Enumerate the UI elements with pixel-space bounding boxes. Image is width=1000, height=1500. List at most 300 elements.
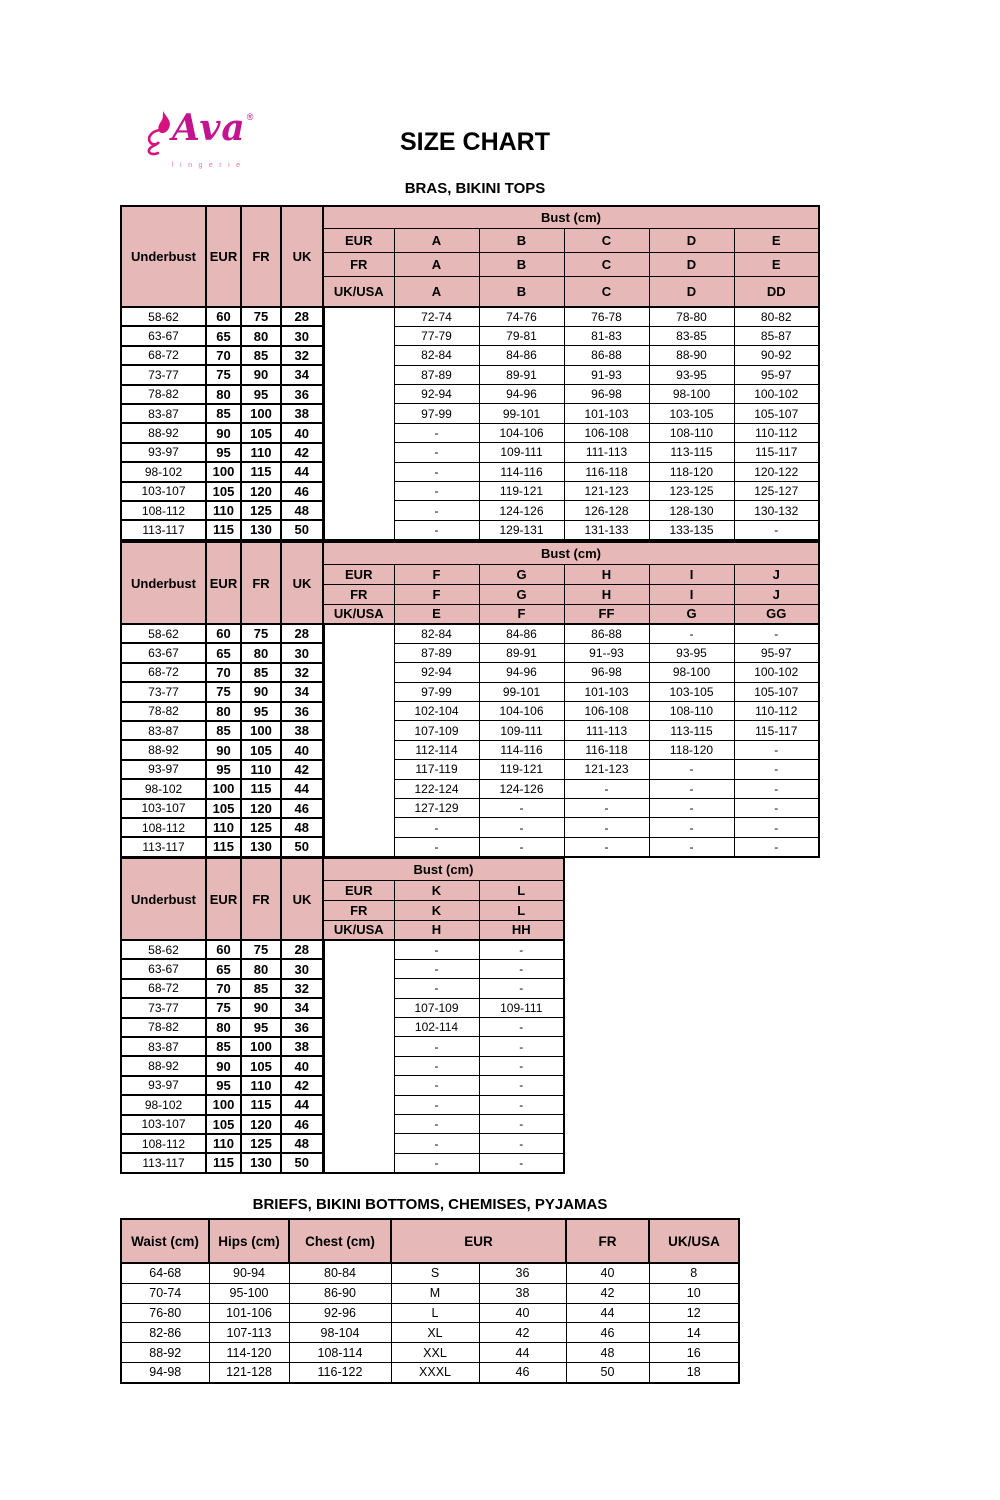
registered-mark: ® — [246, 112, 254, 122]
uk-cell: 40 — [281, 423, 323, 442]
briefs-size-table — [120, 1218, 740, 1384]
size-cell: 90-94 — [209, 1263, 289, 1283]
underbust-cell: 98-102 — [121, 1095, 206, 1114]
spacer-cell — [323, 307, 394, 540]
table-row — [121, 462, 819, 481]
table-row — [121, 346, 819, 365]
underbust-cell: 88-92 — [121, 1056, 206, 1075]
bust-range-cell: - — [479, 959, 564, 978]
bust-range-cell: - — [394, 1037, 479, 1056]
bust-range-cell: 79-81 — [479, 326, 564, 345]
size-cell: 18 — [649, 1362, 739, 1382]
table-row — [121, 721, 819, 740]
eur-cell: 65 — [206, 643, 241, 662]
brand-name: Ava — [172, 107, 246, 149]
underbust-cell: 93-97 — [121, 1076, 206, 1095]
underbust-cell: 88-92 — [121, 740, 206, 759]
bust-range-cell: 78-80 — [649, 307, 734, 326]
bust-range-cell: 133-135 — [649, 520, 734, 539]
uk-cell: 44 — [281, 779, 323, 798]
bust-range-cell: 123-125 — [649, 482, 734, 501]
cup-size-header: DD — [734, 276, 819, 307]
bust-range-cell: - — [394, 1076, 479, 1095]
bust-range-cell: 124-126 — [479, 501, 564, 520]
underbust-cell: 73-77 — [121, 682, 206, 701]
fr-cell: 90 — [241, 682, 281, 701]
bust-range-cell: 122-124 — [394, 779, 479, 798]
eur-cell: 65 — [206, 959, 241, 978]
fr-cell: 85 — [241, 979, 281, 998]
fr-cell: 80 — [241, 959, 281, 978]
cup-size-header: H — [564, 584, 649, 604]
eur-cell: 80 — [206, 385, 241, 404]
corner-header: EUR — [206, 542, 241, 624]
size-cell: 10 — [649, 1283, 739, 1303]
size-cell: XXXL — [391, 1362, 479, 1382]
bust-range-cell: 95-97 — [734, 643, 819, 662]
size-cell: 50 — [566, 1362, 649, 1382]
uk-cell: 40 — [281, 740, 323, 759]
uk-cell: 44 — [281, 1095, 323, 1114]
table-row — [121, 1323, 739, 1343]
size-cell: 80-84 — [289, 1263, 391, 1283]
fr-cell: 120 — [241, 799, 281, 818]
bust-cm-header: Bust (cm) — [323, 206, 819, 228]
bust-range-cell: 108-110 — [649, 702, 734, 721]
spacer-cell — [323, 940, 394, 1173]
bust-range-cell: 131-133 — [564, 520, 649, 539]
fr-cell: 90 — [241, 998, 281, 1017]
bust-range-cell: 101-103 — [564, 682, 649, 701]
bust-range-cell: 110-112 — [734, 702, 819, 721]
bust-range-cell: 113-115 — [649, 721, 734, 740]
uk-cell: 30 — [281, 326, 323, 345]
bust-range-cell: 114-116 — [479, 740, 564, 759]
eur-cell: 85 — [206, 1037, 241, 1056]
eur-cell: 115 — [206, 837, 241, 856]
fr-cell: 75 — [241, 624, 281, 643]
cup-size-header: K — [394, 900, 479, 920]
bust-range-cell: 94-96 — [479, 663, 564, 682]
size-cell: XXL — [391, 1343, 479, 1363]
bust-range-cell: 100-102 — [734, 663, 819, 682]
bust-range-cell: - — [479, 837, 564, 856]
bust-range-cell: 88-90 — [649, 346, 734, 365]
bust-range-cell: 121-123 — [564, 760, 649, 779]
bust-range-cell: 105-107 — [734, 404, 819, 423]
uk-cell: 50 — [281, 520, 323, 539]
bust-range-cell: 103-105 — [649, 682, 734, 701]
bust-range-cell: 111-113 — [564, 443, 649, 462]
size-cell: 76-80 — [121, 1303, 209, 1323]
eur-cell: 70 — [206, 346, 241, 365]
size-cell: 116-122 — [289, 1362, 391, 1382]
bust-range-cell: - — [649, 624, 734, 643]
bust-range-cell: 85-87 — [734, 326, 819, 345]
bust-range-cell: 127-129 — [394, 799, 479, 818]
spacer-cell — [323, 624, 394, 857]
bust-cm-header: Bust (cm) — [323, 542, 819, 564]
cup-size-header: I — [649, 584, 734, 604]
size-cell: 36 — [479, 1263, 566, 1283]
bust-range-cell: 96-98 — [564, 385, 649, 404]
corner-header: FR — [241, 206, 281, 307]
column-header: UK/USA — [649, 1219, 739, 1263]
bust-range-cell: - — [479, 799, 564, 818]
bust-range-cell: - — [394, 443, 479, 462]
uk-cell: 36 — [281, 385, 323, 404]
bust-range-cell: - — [394, 1095, 479, 1114]
table-row — [121, 307, 819, 326]
corner-header: EUR — [206, 858, 241, 940]
bust-range-cell: 91-93 — [564, 365, 649, 384]
cup-size-header: L — [479, 900, 564, 920]
fr-cell: 125 — [241, 501, 281, 520]
fr-cell: 115 — [241, 1095, 281, 1114]
cup-size-header: B — [479, 252, 564, 276]
bust-range-cell: 109-111 — [479, 443, 564, 462]
cup-size-header: H — [394, 920, 479, 940]
bust-range-cell: 128-130 — [649, 501, 734, 520]
corner-header: UK — [281, 858, 323, 940]
corner-header: UK — [281, 542, 323, 624]
bust-range-cell: - — [479, 1037, 564, 1056]
fr-cell: 85 — [241, 346, 281, 365]
bust-range-cell: 114-116 — [479, 462, 564, 481]
cup-size-header: HH — [479, 920, 564, 940]
underbust-cell: 73-77 — [121, 365, 206, 384]
fr-cell: 100 — [241, 721, 281, 740]
underbust-cell: 58-62 — [121, 307, 206, 326]
page-title: SIZE CHART — [400, 128, 550, 156]
size-cell: 12 — [649, 1303, 739, 1323]
cup-size-header: I — [649, 564, 734, 584]
size-cell: L — [391, 1303, 479, 1323]
bust-range-cell: 126-128 — [564, 501, 649, 520]
bust-range-cell: - — [394, 940, 479, 959]
bust-range-cell: - — [734, 837, 819, 856]
uk-cell: 42 — [281, 443, 323, 462]
scale-label: UK/USA — [323, 920, 394, 940]
fr-cell: 90 — [241, 365, 281, 384]
bust-range-cell: 94-96 — [479, 385, 564, 404]
bust-range-cell: - — [479, 818, 564, 837]
uk-cell: 32 — [281, 346, 323, 365]
fr-cell: 95 — [241, 702, 281, 721]
bust-range-cell: - — [394, 1056, 479, 1075]
fr-cell: 80 — [241, 643, 281, 662]
bust-range-cell: - — [394, 501, 479, 520]
bust-range-cell: 84-86 — [479, 346, 564, 365]
uk-cell: 38 — [281, 1037, 323, 1056]
cup-size-header: FF — [564, 604, 649, 624]
cup-size-header: B — [479, 276, 564, 307]
bust-range-cell: 116-118 — [564, 740, 649, 759]
table-row — [121, 779, 819, 798]
table-row — [121, 940, 564, 959]
uk-cell: 42 — [281, 760, 323, 779]
corner-header: Underbust — [121, 206, 206, 307]
scale-label: EUR — [323, 880, 394, 900]
eur-cell: 95 — [206, 1076, 241, 1095]
fr-cell: 120 — [241, 1115, 281, 1134]
eur-cell: 110 — [206, 501, 241, 520]
eur-cell: 95 — [206, 760, 241, 779]
uk-cell: 32 — [281, 663, 323, 682]
table-row — [121, 740, 819, 759]
fr-cell: 95 — [241, 385, 281, 404]
bust-range-cell: 72-74 — [394, 307, 479, 326]
bust-range-cell: - — [479, 940, 564, 959]
fr-cell: 130 — [241, 1153, 281, 1172]
size-cell: 16 — [649, 1343, 739, 1363]
uk-cell: 32 — [281, 979, 323, 998]
table-row — [121, 760, 819, 779]
column-header: Hips (cm) — [209, 1219, 289, 1263]
eur-cell: 90 — [206, 423, 241, 442]
size-cell: 108-114 — [289, 1343, 391, 1363]
bust-range-cell: - — [479, 1056, 564, 1075]
scale-label: FR — [323, 584, 394, 604]
eur-cell: 90 — [206, 1056, 241, 1075]
fr-cell: 95 — [241, 1018, 281, 1037]
bust-range-cell: 107-109 — [394, 721, 479, 740]
bust-range-cell: - — [649, 760, 734, 779]
uk-cell: 48 — [281, 501, 323, 520]
bust-range-cell: - — [734, 624, 819, 643]
size-cell: 40 — [479, 1303, 566, 1323]
uk-cell: 48 — [281, 1134, 323, 1153]
uk-cell: 38 — [281, 721, 323, 740]
size-cell: 114-120 — [209, 1343, 289, 1363]
bras-table-cups-k-l — [120, 857, 565, 1174]
fr-cell: 125 — [241, 818, 281, 837]
underbust-cell: 113-117 — [121, 837, 206, 856]
bust-range-cell: 83-85 — [649, 326, 734, 345]
eur-cell: 85 — [206, 404, 241, 423]
bust-range-cell: - — [564, 818, 649, 837]
fr-cell: 130 — [241, 837, 281, 856]
bust-range-cell: - — [394, 959, 479, 978]
cup-size-header: D — [649, 228, 734, 252]
size-cell: 121-128 — [209, 1362, 289, 1382]
uk-cell: 50 — [281, 1153, 323, 1172]
eur-cell: 105 — [206, 1115, 241, 1134]
bust-cm-header: Bust (cm) — [323, 858, 564, 880]
underbust-cell: 68-72 — [121, 979, 206, 998]
corner-header: Underbust — [121, 858, 206, 940]
bust-range-cell: - — [394, 837, 479, 856]
eur-cell: 60 — [206, 624, 241, 643]
section-title-bras: BRAS, BIKINI TOPS — [404, 180, 546, 197]
eur-cell: 90 — [206, 740, 241, 759]
bust-range-cell: 106-108 — [564, 423, 649, 442]
bust-range-cell: 80-82 — [734, 307, 819, 326]
size-cell: 46 — [566, 1323, 649, 1343]
bust-range-cell: 82-84 — [394, 346, 479, 365]
bust-range-cell: - — [394, 979, 479, 998]
underbust-cell: 93-97 — [121, 443, 206, 462]
column-header: FR — [566, 1219, 649, 1263]
uk-cell: 48 — [281, 818, 323, 837]
corner-header: FR — [241, 542, 281, 624]
bust-range-cell: - — [394, 818, 479, 837]
underbust-cell: 113-117 — [121, 1153, 206, 1172]
eur-cell: 80 — [206, 702, 241, 721]
eur-cell: 60 — [206, 940, 241, 959]
bust-range-cell: - — [479, 1095, 564, 1114]
eur-cell: 100 — [206, 1095, 241, 1114]
size-cell: 107-113 — [209, 1323, 289, 1343]
scale-label: UK/USA — [323, 604, 394, 624]
eur-cell: 95 — [206, 443, 241, 462]
eur-cell: 75 — [206, 365, 241, 384]
bust-range-cell: - — [479, 979, 564, 998]
eur-cell: 75 — [206, 998, 241, 1017]
bust-range-cell: 104-106 — [479, 423, 564, 442]
scale-label: UK/USA — [323, 276, 394, 307]
underbust-cell: 73-77 — [121, 998, 206, 1017]
bust-range-cell: 111-113 — [564, 721, 649, 740]
bust-range-cell: 98-100 — [649, 663, 734, 682]
size-cell: 38 — [479, 1283, 566, 1303]
underbust-cell: 113-117 — [121, 520, 206, 539]
bust-range-cell: - — [479, 1018, 564, 1037]
uk-cell: 46 — [281, 799, 323, 818]
eur-cell: 100 — [206, 462, 241, 481]
bust-range-cell: 110-112 — [734, 423, 819, 442]
eur-cell: 115 — [206, 1153, 241, 1172]
bras-table-cups-f-j — [120, 541, 820, 858]
fr-cell: 130 — [241, 520, 281, 539]
uk-cell: 42 — [281, 1076, 323, 1095]
uk-cell: 40 — [281, 1056, 323, 1075]
underbust-cell: 83-87 — [121, 1037, 206, 1056]
size-cell: 8 — [649, 1263, 739, 1283]
bust-range-cell: 103-105 — [649, 404, 734, 423]
table-row — [121, 1283, 739, 1303]
eur-cell: 80 — [206, 1018, 241, 1037]
column-header: Chest (cm) — [289, 1219, 391, 1263]
bust-range-cell: 84-86 — [479, 624, 564, 643]
eur-cell: 115 — [206, 520, 241, 539]
uk-cell: 34 — [281, 365, 323, 384]
bust-range-cell: 121-123 — [564, 482, 649, 501]
cup-size-header: F — [394, 584, 479, 604]
table-row — [121, 1343, 739, 1363]
bra-size-table — [120, 857, 565, 1174]
cup-size-header: F — [394, 564, 479, 584]
table-row — [121, 818, 819, 837]
eur-cell: 75 — [206, 682, 241, 701]
cup-size-header: E — [734, 252, 819, 276]
briefs-table — [120, 1218, 740, 1384]
size-cell: 42 — [566, 1283, 649, 1303]
bust-range-cell: 77-79 — [394, 326, 479, 345]
cup-size-header: C — [564, 228, 649, 252]
underbust-cell: 108-112 — [121, 501, 206, 520]
uk-cell: 30 — [281, 959, 323, 978]
uk-cell: 36 — [281, 702, 323, 721]
cup-size-header: C — [564, 276, 649, 307]
bust-range-cell: 104-106 — [479, 702, 564, 721]
table-row — [121, 837, 819, 856]
bust-range-cell: 112-114 — [394, 740, 479, 759]
uk-cell: 46 — [281, 482, 323, 501]
size-cell: 101-106 — [209, 1303, 289, 1323]
cup-size-header: J — [734, 564, 819, 584]
cup-size-header: E — [394, 604, 479, 624]
underbust-cell: 68-72 — [121, 346, 206, 365]
bust-range-cell: - — [479, 1076, 564, 1095]
bust-range-cell: 119-121 — [479, 482, 564, 501]
size-cell: 98-104 — [289, 1323, 391, 1343]
bust-range-cell: 91--93 — [564, 643, 649, 662]
bust-range-cell: 93-95 — [649, 365, 734, 384]
uk-cell: 28 — [281, 307, 323, 326]
underbust-cell: 83-87 — [121, 404, 206, 423]
fr-cell: 75 — [241, 940, 281, 959]
size-cell: 95-100 — [209, 1283, 289, 1303]
corner-header: UK — [281, 206, 323, 307]
table-row — [121, 1362, 739, 1382]
underbust-cell: 78-82 — [121, 385, 206, 404]
scale-label: FR — [323, 900, 394, 920]
uk-cell: 46 — [281, 1115, 323, 1134]
cup-size-header: H — [564, 564, 649, 584]
uk-cell: 44 — [281, 462, 323, 481]
bust-range-cell: 107-109 — [394, 998, 479, 1017]
size-cell: 14 — [649, 1323, 739, 1343]
bust-range-cell: - — [394, 1153, 479, 1172]
cup-size-header: B — [479, 228, 564, 252]
cup-size-header: E — [734, 228, 819, 252]
underbust-cell: 98-102 — [121, 779, 206, 798]
bra-size-table — [120, 205, 820, 541]
underbust-cell: 78-82 — [121, 1018, 206, 1037]
bust-range-cell: - — [734, 740, 819, 759]
size-cell: 42 — [479, 1323, 566, 1343]
section-title-briefs: BRIEFS, BIKINI BOTTOMS, CHEMISES, PYJAMAS — [252, 1196, 608, 1213]
bust-range-cell: 97-99 — [394, 404, 479, 423]
eur-cell: 105 — [206, 799, 241, 818]
size-cell: 88-92 — [121, 1343, 209, 1363]
cup-size-header: GG — [734, 604, 819, 624]
fr-cell: 80 — [241, 326, 281, 345]
bust-range-cell: 87-89 — [394, 365, 479, 384]
fr-cell: 100 — [241, 1037, 281, 1056]
fr-cell: 115 — [241, 779, 281, 798]
uk-cell: 36 — [281, 1018, 323, 1037]
table-row — [121, 799, 819, 818]
bust-range-cell: - — [479, 1134, 564, 1153]
table-row — [121, 365, 819, 384]
fr-cell: 115 — [241, 462, 281, 481]
size-cell: 46 — [479, 1362, 566, 1382]
bust-range-cell: 82-84 — [394, 624, 479, 643]
cup-size-header: F — [479, 604, 564, 624]
underbust-cell: 88-92 — [121, 423, 206, 442]
bust-range-cell: - — [564, 837, 649, 856]
bust-range-cell: - — [734, 760, 819, 779]
cup-size-header: A — [394, 228, 479, 252]
bras-table-cups-a-e — [120, 205, 820, 541]
table-row — [121, 385, 819, 404]
bust-range-cell: 89-91 — [479, 365, 564, 384]
bust-range-cell: 81-83 — [564, 326, 649, 345]
bust-range-cell: 106-108 — [564, 702, 649, 721]
scale-label: EUR — [323, 228, 394, 252]
